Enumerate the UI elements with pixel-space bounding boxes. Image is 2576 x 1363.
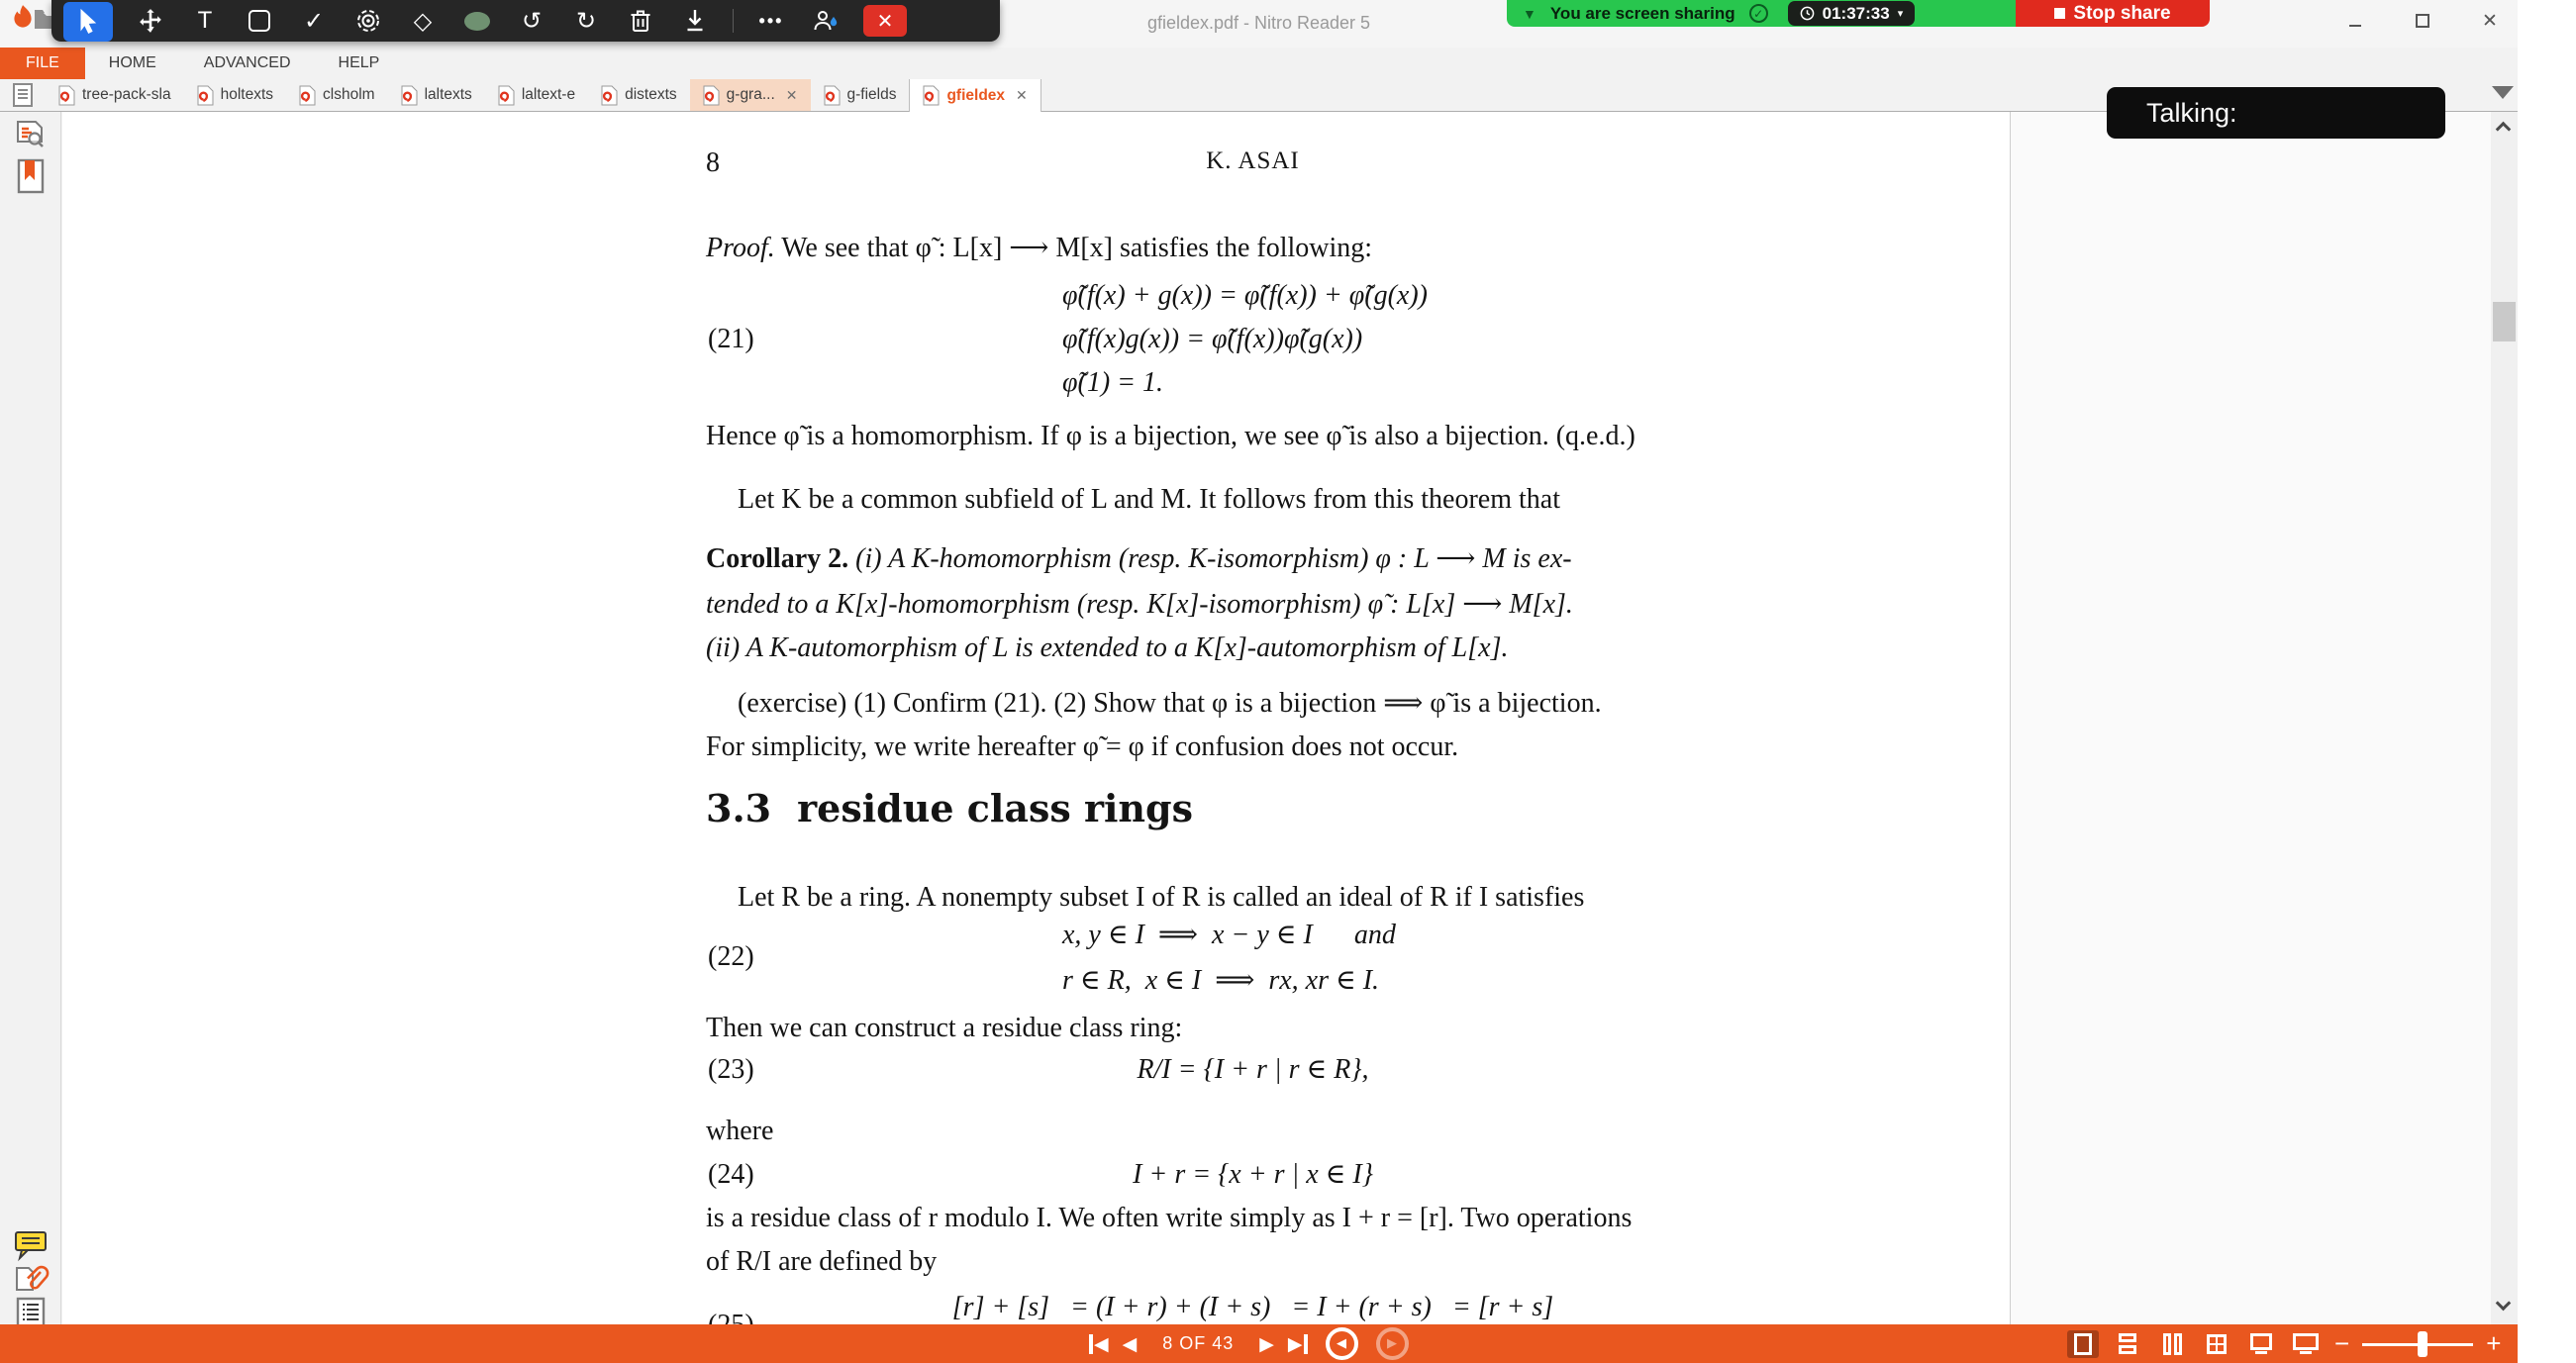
pdf-file-icon: [601, 85, 618, 106]
comment-icon: [14, 1230, 48, 1260]
pdf-file-icon: [824, 85, 841, 106]
menu-bar: [0, 48, 2518, 79]
exercise-line1: (exercise) (1) Confirm (21). (2) Show that φ is a bijection ⟹ φ̃ is a bijection.: [738, 688, 1602, 719]
move-icon: [138, 8, 163, 34]
zoom-out-button[interactable]: −: [2334, 1328, 2350, 1358]
check-tool-button[interactable]: ✓: [303, 7, 325, 35]
delete-button[interactable]: [624, 5, 657, 37]
talking-label: Talking:: [2146, 97, 2237, 128]
select-tool-button[interactable]: [63, 2, 113, 42]
menu-advanced[interactable]: ADVANCED: [203, 54, 291, 71]
tab-label: g-gra...: [726, 86, 775, 103]
previous-view-button[interactable]: [1326, 1327, 1358, 1360]
hence-line: Hence φ̃ is a homomorphism. If φ is a bijection, we see φ̃ is also a bijection. (q.e.d.): [706, 421, 1635, 451]
redo-button[interactable]: ↻: [575, 7, 597, 35]
eq21-line3: φ̃(1) = 1.: [1062, 367, 1164, 398]
fit-width-button[interactable]: [2290, 1330, 2322, 1358]
corollary-line1: [706, 541, 1800, 576]
letr-line: Let R be a ring. A nonempty subset I of R is called an ideal of R if I satisfies: [738, 882, 1585, 913]
corollary-line2: tended to a K[x]-homomorphism (resp. K[x]-isomorphism) φ̃ : L[x] ⟶ M[x].: [706, 589, 1573, 620]
tab-label: laltexts: [424, 86, 472, 103]
eq21-label: (21): [708, 324, 754, 354]
tab-close-icon[interactable]: ✕: [1016, 87, 1028, 103]
pdf-file-icon: [703, 85, 720, 106]
nitro-flame-icon: [12, 4, 34, 34]
share-status-section: [1507, 0, 2016, 27]
grid-icon: [2207, 1334, 2227, 1354]
residue-line1: is a residue class of r modulo I. We often write simply as I + r = [r]. Two operations: [706, 1203, 1633, 1233]
last-page-bar: [1304, 1334, 1308, 1354]
talking-overlay: [2107, 87, 2445, 139]
panel-collapse-icon[interactable]: [2492, 86, 2514, 99]
tab-tree-pack-sla[interactable]: [46, 79, 184, 111]
tab-close-icon[interactable]: ✕: [785, 86, 798, 103]
page-number: 8: [706, 147, 720, 178]
tab-label: gfieldex: [946, 86, 1006, 104]
tab-laltexts[interactable]: [388, 79, 485, 111]
first-page-button[interactable]: [1089, 1333, 1109, 1355]
viewer-background: [2011, 112, 2491, 1324]
continuous-layout-button[interactable]: [2112, 1330, 2143, 1358]
annotation-toolbar: [51, 0, 1000, 42]
page-navigation: [1089, 1324, 1409, 1363]
tab-label: tree-pack-sla: [82, 86, 171, 103]
previous-view-icon: ◀: [1337, 1336, 1347, 1351]
stop-share-button[interactable]: Stop share: [2016, 0, 2210, 27]
tab-label: clsholm: [323, 86, 375, 103]
corollary-text1: (i) A K-homomorphism (resp. K-isomorphism) φ : L ⟶ M is ex-: [848, 543, 1572, 574]
grid-layout-button[interactable]: [2201, 1330, 2232, 1358]
tab-g-gra[interactable]: [690, 79, 811, 111]
eq21-line2: φ̃(f(x)g(x)) = φ̃(f(x))φ̃(g(x)): [1062, 324, 1363, 354]
chevron-down-icon: ▾: [1897, 8, 1904, 20]
scroll-down-icon[interactable]: [2496, 1296, 2512, 1312]
corollary-keyword: Corollary 2.: [706, 543, 849, 574]
scroll-up-icon[interactable]: [2496, 122, 2512, 138]
tab-holtexts[interactable]: [184, 79, 286, 111]
cursor-icon: [77, 9, 99, 35]
share-timer: 01:37:33: [1822, 3, 1890, 23]
proof-text: We see that φ̃ : L[x] ⟶ M[x] satisfies the following:: [774, 233, 1373, 263]
toolbar-separator: [733, 9, 734, 33]
paperclip-icon: [14, 1264, 48, 1294]
tab-label: distexts: [625, 86, 677, 103]
zoom-in-button[interactable]: +: [2486, 1328, 2502, 1358]
close-window-button[interactable]: ✕: [2482, 10, 2498, 32]
rectangle-icon: [248, 10, 270, 32]
rectangle-tool-button[interactable]: [243, 5, 276, 37]
eq24-line: I + r = {x + r | x ∈ I}: [1133, 1159, 1373, 1190]
last-page-icon: ▶: [1287, 1332, 1303, 1355]
menu-help[interactable]: HELP: [338, 54, 380, 71]
eq23-line: R/I = {I + r | r ∈ R},: [1137, 1054, 1369, 1085]
tab-clsholm[interactable]: [286, 79, 388, 111]
minimize-button[interactable]: [2341, 7, 2369, 35]
move-tool-button[interactable]: [134, 5, 167, 37]
menu-file[interactable]: FILE: [0, 48, 85, 79]
download-icon: [683, 8, 707, 34]
target-tool-button[interactable]: [351, 5, 385, 37]
vertical-scrollbar[interactable]: [2491, 112, 2518, 1324]
share-collapse-icon[interactable]: ▼: [1523, 5, 1536, 22]
letk-line: Let K be a common subfield of L and M. It follows from this theorem that: [738, 484, 1561, 515]
first-page-bar: [1089, 1334, 1093, 1354]
then-line: Then we can construct a residue class ring:: [706, 1013, 1183, 1043]
tab-gfieldex[interactable]: [909, 79, 1040, 112]
tab-distexts[interactable]: [588, 79, 690, 111]
undo-button[interactable]: ↺: [521, 7, 543, 35]
screen-share-bar: [1507, 0, 2210, 27]
eq22-label: (22): [708, 941, 754, 972]
continuous-icon: [2119, 1333, 2136, 1354]
search-document-button[interactable]: [14, 120, 48, 153]
section-number: 3.3: [706, 786, 772, 830]
next-view-button[interactable]: [1376, 1327, 1409, 1360]
maximize-icon: [2416, 14, 2429, 28]
more-options-button[interactable]: •••: [758, 10, 784, 31]
window-title: gfieldex.pdf - Nitro Reader 5: [1146, 13, 1371, 33]
window-controls: [2341, 6, 2504, 36]
target-icon: [355, 8, 381, 34]
status-bar: [0, 1324, 2576, 1363]
bookmark-icon: [16, 158, 46, 194]
text-tool-button[interactable]: T: [197, 7, 213, 34]
scrollbar-thumb[interactable]: [2493, 302, 2516, 341]
previous-page-button[interactable]: ◀: [1122, 1332, 1138, 1355]
pdf-file-icon: [58, 85, 75, 106]
tab-g-fields[interactable]: [811, 79, 910, 111]
tab-list-button[interactable]: [0, 79, 46, 111]
eq25-line: [r] + [s] = (I + r) + (I + s) = I + (r + s) = [r + s]: [951, 1292, 1554, 1322]
single-page-layout-button[interactable]: [2067, 1330, 2099, 1358]
share-status-label: You are screen sharing: [1549, 3, 1735, 23]
green-ellipse-icon: [464, 12, 490, 31]
eq23-label: (23): [708, 1054, 754, 1085]
tab-label: holtexts: [220, 86, 274, 103]
fit-screen-button[interactable]: [2245, 1330, 2277, 1358]
menu-home[interactable]: HOME: [108, 54, 156, 71]
tab-label: g-fields: [846, 86, 897, 103]
pdf-viewer[interactable]: [62, 112, 2491, 1324]
left-sidebar: [0, 112, 61, 1324]
stop-icon: [2054, 8, 2065, 19]
monitor-wide-icon: [2293, 1333, 2319, 1354]
shield-check-icon: ✓: [1749, 4, 1768, 23]
eq24-label: (24): [708, 1159, 754, 1190]
bookmarks-button[interactable]: [14, 159, 48, 193]
exercise-line2: For simplicity, we write hereafter φ̃ = φ if confusion does not occur.: [706, 731, 1459, 762]
maximize-button[interactable]: [2409, 7, 2436, 35]
zoom-slider[interactable]: [2362, 1330, 2473, 1358]
attachments-button[interactable]: [14, 1262, 48, 1296]
facing-icon: [2163, 1333, 2171, 1355]
next-page-button[interactable]: ▶: [1259, 1332, 1274, 1355]
pdf-file-icon: [498, 85, 515, 106]
where-line: where: [706, 1116, 774, 1146]
page-indicator[interactable]: 8 OF 43: [1162, 1333, 1235, 1353]
proof-line: [706, 231, 1800, 265]
view-zoom-cluster: [2067, 1324, 2576, 1363]
eq22-line2: r ∈ R, x ∈ I ⟹ rx, xr ∈ I.: [1062, 965, 1380, 996]
clock-icon: [1800, 6, 1815, 21]
pdf-file-icon: [299, 85, 316, 106]
page-edge: [2010, 112, 2011, 1324]
user-icon: [812, 8, 840, 34]
last-page-button[interactable]: [1288, 1333, 1308, 1355]
share-timer-button[interactable]: [1788, 1, 1916, 26]
zoom-level[interactable]: 125%: [2520, 1330, 2576, 1356]
minimize-icon: [2349, 25, 2361, 27]
single-page-icon: [2074, 1333, 2092, 1355]
pdf-file-icon: [923, 85, 940, 106]
close-toolbar-button[interactable]: ✕: [863, 5, 907, 37]
tab-label: laltext-e: [521, 86, 576, 103]
residue-line2: of R/I are defined by: [706, 1246, 938, 1277]
pdf-file-icon: [401, 85, 418, 106]
diamond-tool-button[interactable]: ◇: [413, 7, 433, 35]
trash-icon: [629, 8, 652, 34]
section-heading: [706, 785, 1800, 832]
tab-laltext-e[interactable]: [485, 79, 588, 111]
participants-button[interactable]: [809, 5, 842, 37]
eq21-line1: φ̃(f(x) + g(x)) = φ̃(f(x)) + φ̃(g(x)): [1062, 280, 1428, 311]
facing-layout-button[interactable]: [2156, 1330, 2188, 1358]
ellipse-tool-button[interactable]: [460, 5, 494, 37]
search-document-icon: [15, 120, 47, 153]
first-page-icon: ◀: [1094, 1332, 1109, 1355]
pdf-file-icon: [197, 85, 214, 106]
zoom-slider-thumb[interactable]: [2418, 1331, 2427, 1357]
download-button[interactable]: [678, 5, 712, 37]
document-list-icon: [10, 82, 36, 108]
proof-keyword: Proof.: [706, 233, 775, 263]
monitor-icon: [2250, 1333, 2272, 1354]
section-title: residue class rings: [797, 786, 1194, 830]
eq22-line1: x, y ∈ I ⟹ x − y ∈ I and: [1062, 920, 1396, 950]
comments-button[interactable]: [14, 1228, 48, 1262]
next-view-icon: ▶: [1387, 1336, 1398, 1351]
running-head: K. ASAI: [1206, 147, 1300, 174]
corollary-line3: (ii) A K-automorphism of L is extended to a K[x]-automorphism of L[x].: [706, 633, 1509, 663]
